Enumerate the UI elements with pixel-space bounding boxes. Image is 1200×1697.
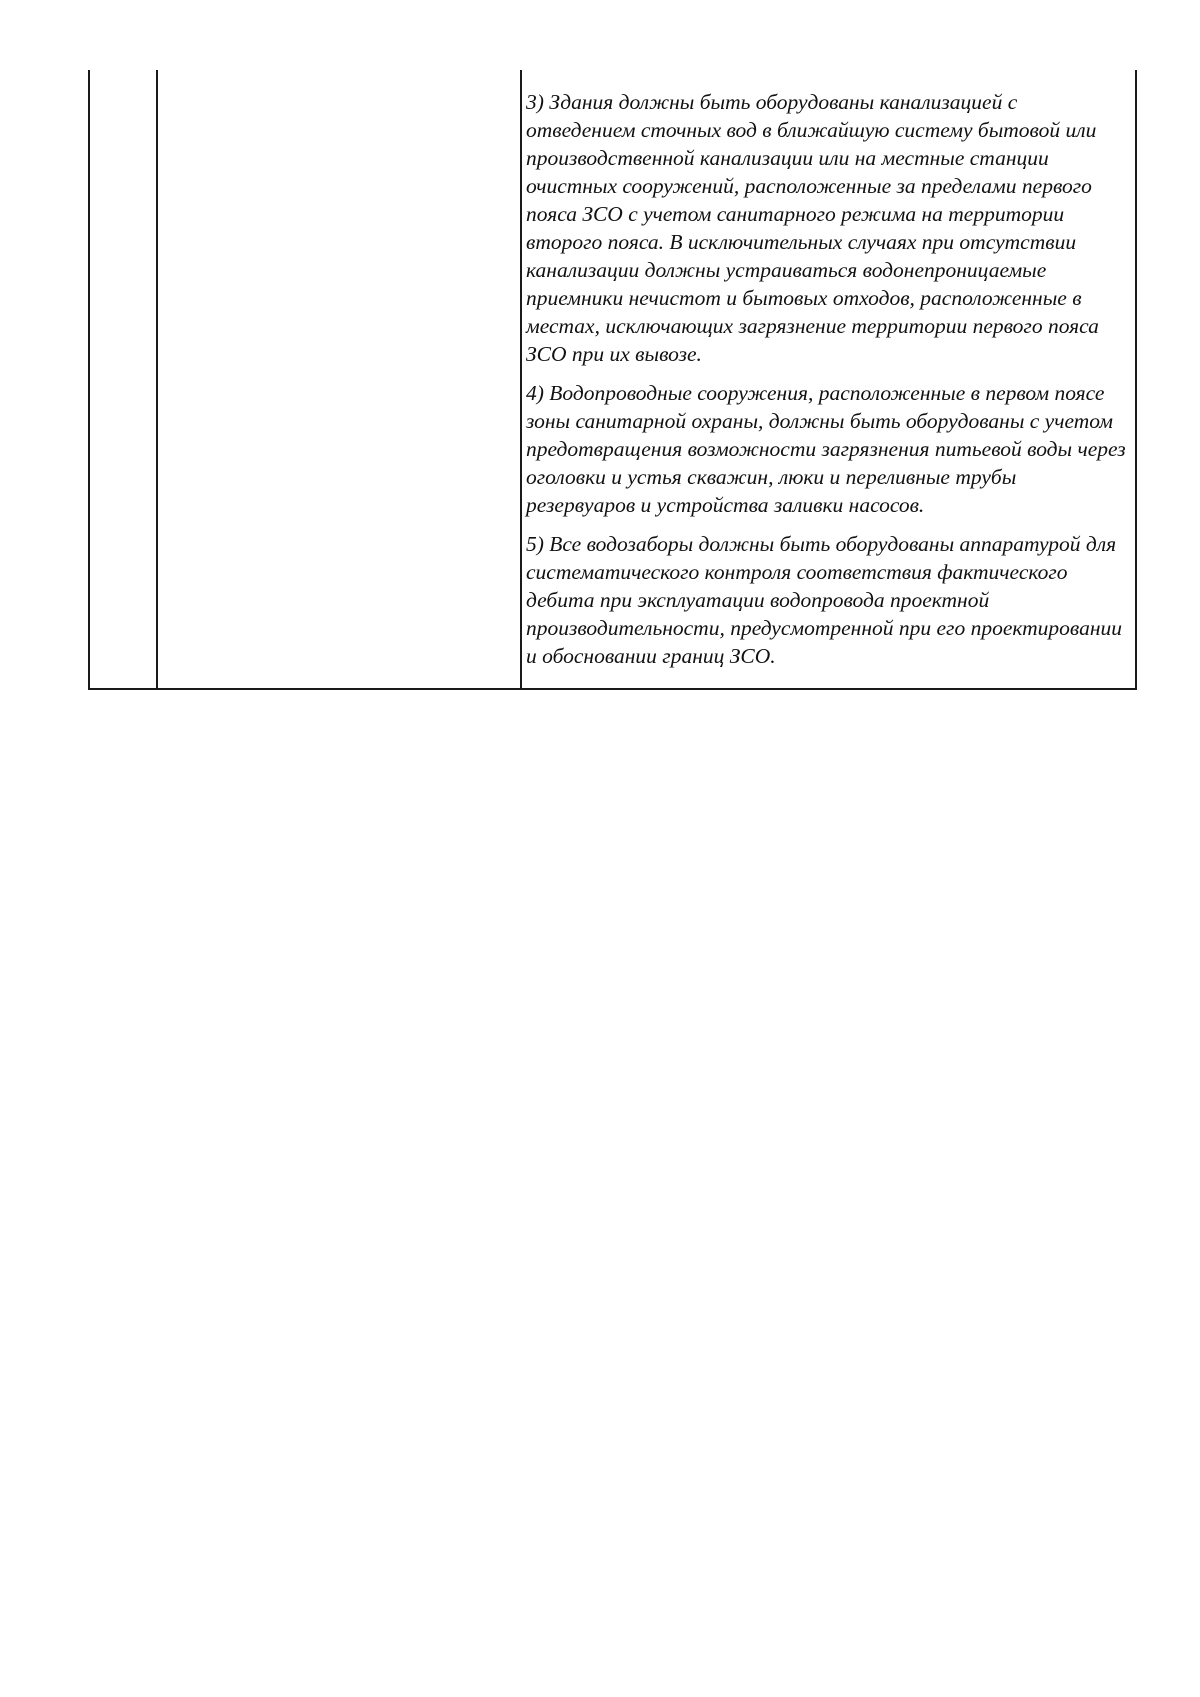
requirement-paragraph-5: 5) Все водозаборы должны быть оборудованы аппаратурой для систематического контроля соответствия фактического дебита при эксплуатации водопровода проектной производительности, предусмотренной при его проектировании и обосновании границ ЗСО.	[526, 532, 1123, 668]
table-border-left	[88, 70, 90, 690]
requirement-paragraph-3: 3) Здания должны быть оборудованы канализацией с отведением сточных вод в ближайшую систему бытовой или производственной канализации или на местные станции очистных сооружений, расположенные за пределами первого пояса ЗСО с учетом санитарного режима на территории второго пояса. В исключительных случаях при отсутствии канализации должны устраиваться водонепроницаемые приемники нечистот и бытовых отходов, расположенные в местах, исключающих загрязнение территории первого пояса ЗСО при их вывозе.	[526, 90, 1099, 366]
table-border-right	[1135, 70, 1137, 690]
requirements-cell	[526, 88, 1128, 670]
table-fragment	[88, 70, 1137, 690]
requirement-paragraph-4: 4) Водопроводные сооружения, расположенные в первом поясе зоны санитарной охраны, должны быть оборудованы с учетом предотвращения возможности загрязнения питьевой воды через оголовки и устья скважин, люки и переливные трубы резервуаров и устройства заливки насосов.	[526, 381, 1126, 517]
table-border-bottom	[88, 688, 1137, 690]
column-divider-1	[156, 70, 158, 690]
column-divider-2	[520, 70, 522, 690]
